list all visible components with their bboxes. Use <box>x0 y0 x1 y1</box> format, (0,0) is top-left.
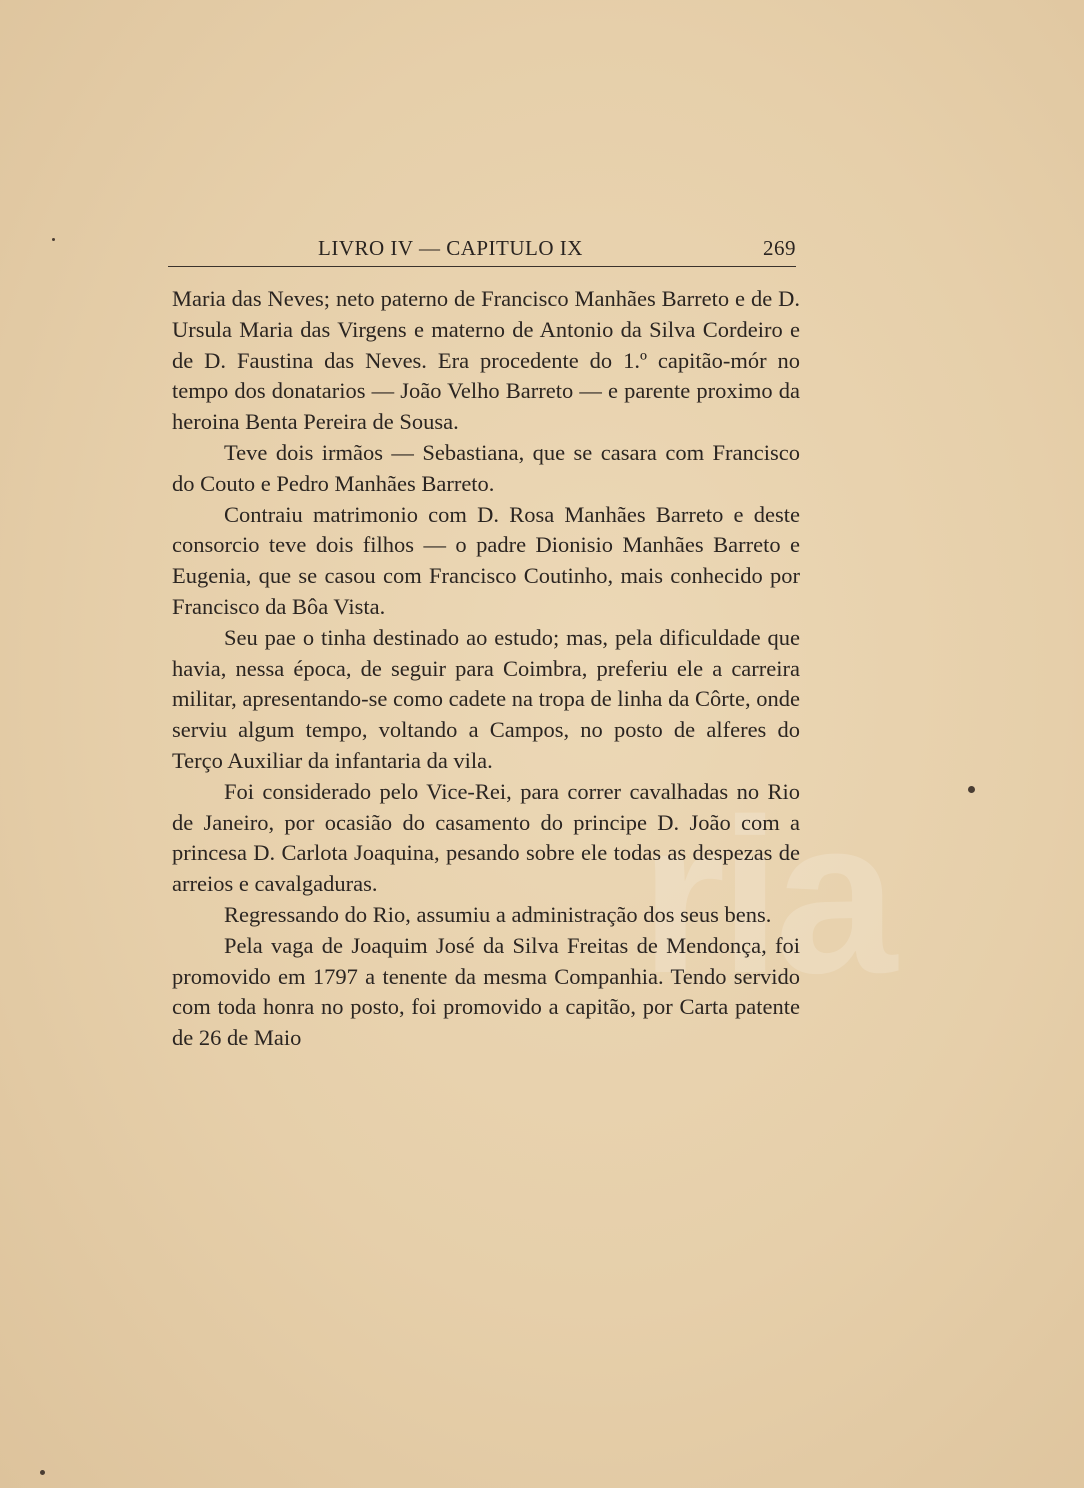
body-text <box>172 284 800 1054</box>
ink-speck <box>968 786 975 793</box>
running-header <box>168 236 796 266</box>
header-rule <box>168 266 796 267</box>
paragraph: Teve dois irmãos — Sebastiana, que se casara com Francisco do Couto e Pedro Manhães Barreto. <box>172 439 800 496</box>
running-title: LIVRO IV — CAPITULO IX <box>318 236 583 260</box>
paragraph: Foi considerado pelo Vice-Rei, para correr cavalhadas no Rio de Janeiro, por ocasião do casamento do principe D. João com a princesa D. Carlota Joaquina, pesando sobre ele todas as despezas de arreios e cavalgaduras. <box>172 778 800 897</box>
ink-speck <box>52 238 55 241</box>
paragraph: Regressando do Rio, assumiu a administração dos seus bens. <box>224 901 772 927</box>
ink-speck <box>40 1470 45 1475</box>
paragraph: Seu pae o tinha destinado ao estudo; mas, pela dificuldade que havia, nessa época, de seguir para Coimbra, preferiu ele a carreira militar, apresentando-se como cadete na tropa de linha da Côrte, onde serviu algum tempo, voltando a Campos, no posto de alferes do Terço Auxiliar da infantaria da vila. <box>172 624 800 773</box>
paragraph-continuation: Maria das Neves; neto paterno de Francisco Manhães Barreto e de D. Ursula Maria das Virgens e materno de Antonio da Silva Cordeiro e de D. Faustina das Neves. Era procedente do 1.º capitão-mór no tempo dos donatarios — João Velho Barreto — e parente proximo da heroina Benta Pereira de Sousa. <box>172 286 800 435</box>
page-number: 269 <box>763 236 796 260</box>
paragraph: Contraiu matrimonio com D. Rosa Manhães Barreto e deste consorcio teve dois filhos — o padre Dionisio Manhães Barreto e Eugenia, que se casou com Francisco Coutinho, mais conhecido por Francisco da Bôa Vista. <box>172 501 800 619</box>
paragraph: Pela vaga de Joaquim José da Silva Freitas de Mendonça, foi promovido em 1797 a tenente da mesma Companhia. Tendo servido com toda honra no posto, foi promovido a capitão, por Carta patente de 26 de Maio <box>172 932 800 1051</box>
library-watermark: ria <box>640 773 892 1019</box>
